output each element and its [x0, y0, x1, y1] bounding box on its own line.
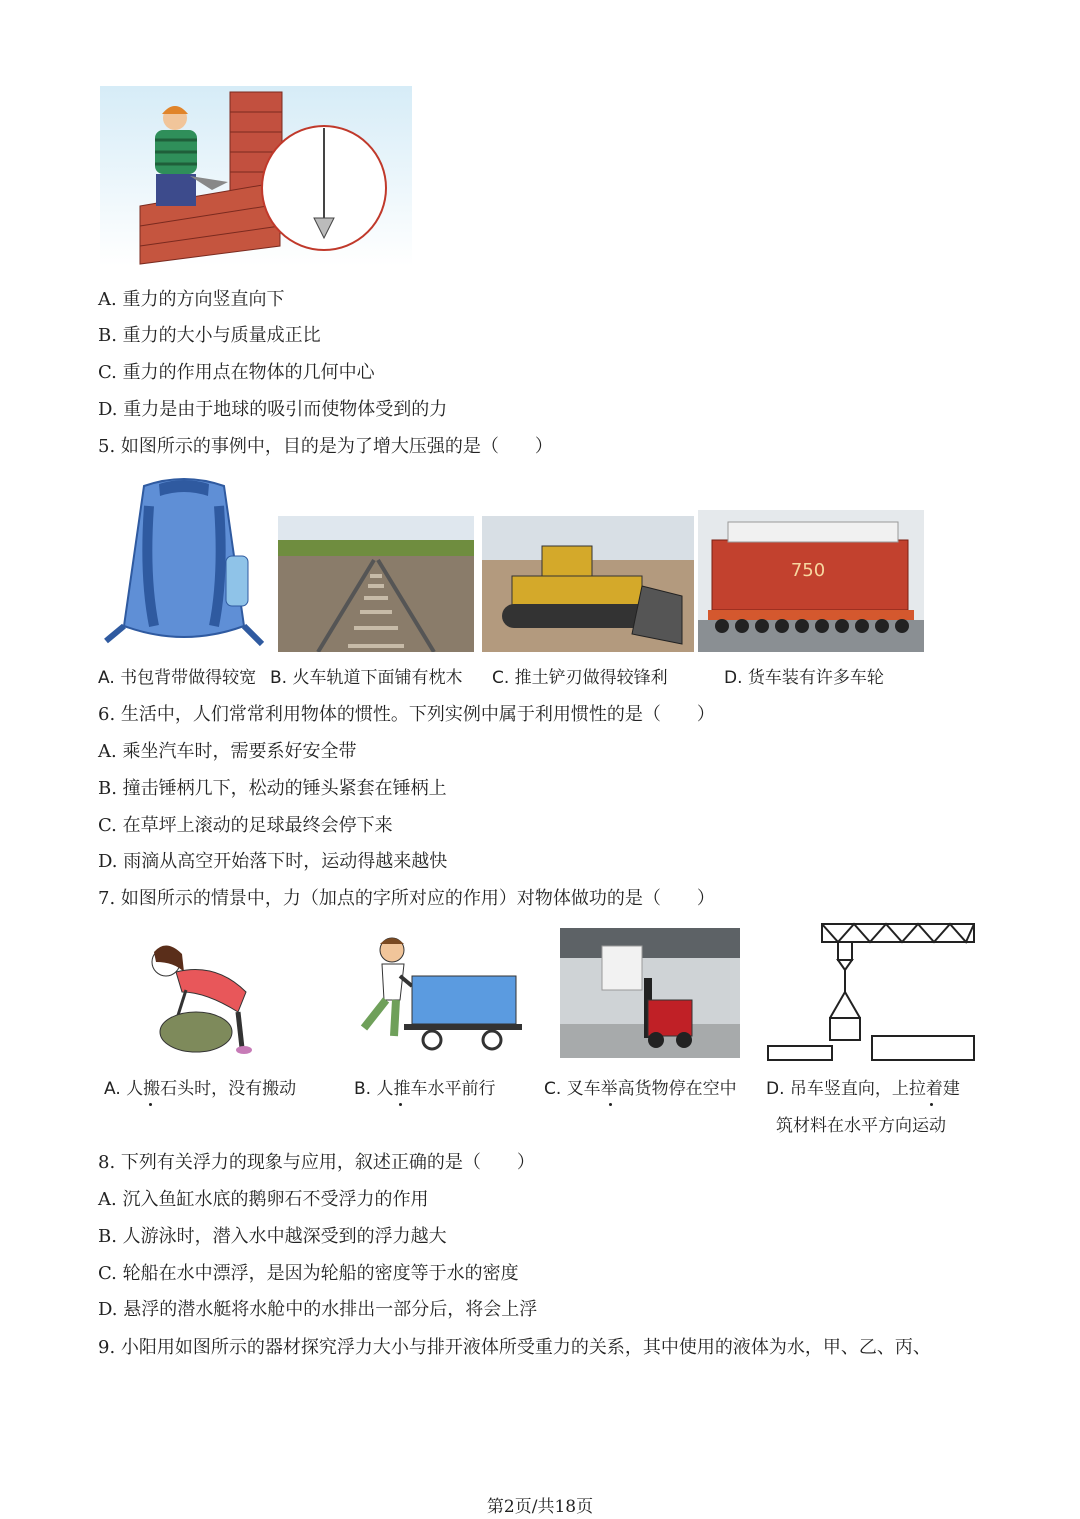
q6-stem: 6. 生活中，人们常常利用物体的惯性。下列实例中属于利用惯性的是（ ） [98, 704, 715, 725]
emphasis-dot [149, 1103, 152, 1106]
q8-option-d: D. 悬浮的潜水艇将水舱中的水排出一部分后，将会上浮 [98, 1299, 538, 1320]
q4-option-a: A. 重力的方向竖直向下 [98, 289, 285, 310]
q4-option-b: B. 重力的大小与质量成正比 [98, 325, 321, 346]
q8-option-a: A. 沉入鱼缸水底的鹅卵石不受浮力的作用 [98, 1189, 429, 1210]
q7-caption-c: C. 叉车举高货物停在空中 [544, 1079, 737, 1099]
crane-lifting-material-image [764, 922, 978, 1064]
railway-track-image [278, 516, 474, 652]
q9-stem: 9. 小阳用如图所示的器材探究浮力大小与排开液体所受重力的关系，其中使用的液体为水，甲、乙、丙、 [98, 1337, 931, 1358]
backpack-image [104, 476, 264, 654]
page-footer: 第2页/共18页 [486, 1497, 594, 1517]
q8-stem: 8. 下列有关浮力的现象与应用，叙述正确的是（ ） [98, 1152, 535, 1173]
q7-caption-d-line2: 筑材料在水平方向运动 [776, 1116, 946, 1136]
q4-option-c: C. 重力的作用点在物体的几何中心 [98, 362, 375, 383]
q7-caption-a: A. 人搬石头时，没有搬动 [104, 1079, 297, 1099]
person-lifting-stone-image [126, 932, 266, 1056]
emphasis-dot [399, 1103, 402, 1106]
emphasis-dot [609, 1103, 612, 1106]
bulldozer-image [482, 516, 694, 652]
q5-caption-d: D. 货车装有许多车轮 [724, 668, 884, 688]
truck-text: 750 [790, 560, 826, 581]
q5-caption-b: B. 火车轨道下面铺有枕木 [270, 668, 463, 688]
person-pushing-cart-image [334, 936, 526, 1052]
q6-option-a: A. 乘坐汽车时，需要系好安全带 [98, 741, 357, 762]
q8-option-b: B. 人游泳时，潜入水中越深受到的浮力越大 [98, 1226, 447, 1247]
emphasis-dot [930, 1103, 933, 1106]
q8-option-c: C. 轮船在水中漂浮，是因为轮船的密度等于水的密度 [98, 1263, 519, 1284]
q6-option-d: D. 雨滴从高空开始落下时，运动得越来越快 [98, 851, 448, 872]
q7-caption-d: D. 吊车竖直向，上拉着建 [766, 1079, 960, 1099]
q6-option-c: C. 在草坪上滚动的足球最终会停下来 [98, 815, 393, 836]
q7-caption-b: B. 人推车水平前行 [354, 1079, 496, 1099]
q4-option-d: D. 重力是由于地球的吸引而使物体受到的力 [98, 399, 448, 420]
q5-stem: 5. 如图所示的事例中，目的是为了增大压强的是（ ） [98, 436, 553, 457]
q5-caption-c: C. 推土铲刃做得较锋利 [492, 668, 668, 688]
forklift-image [560, 928, 740, 1058]
truck-wheels-image [698, 510, 924, 652]
q5-caption-a: A. 书包背带做得较宽 [98, 668, 257, 688]
q7-stem: 7. 如图所示的情景中，力（加点的字所对应的作用）对物体做功的是（ ） [98, 888, 715, 909]
bricklayer-plumb-illustration [100, 86, 412, 266]
q6-option-b: B. 撞击锤柄几下，松动的锤头紧套在锤柄上 [98, 778, 447, 799]
